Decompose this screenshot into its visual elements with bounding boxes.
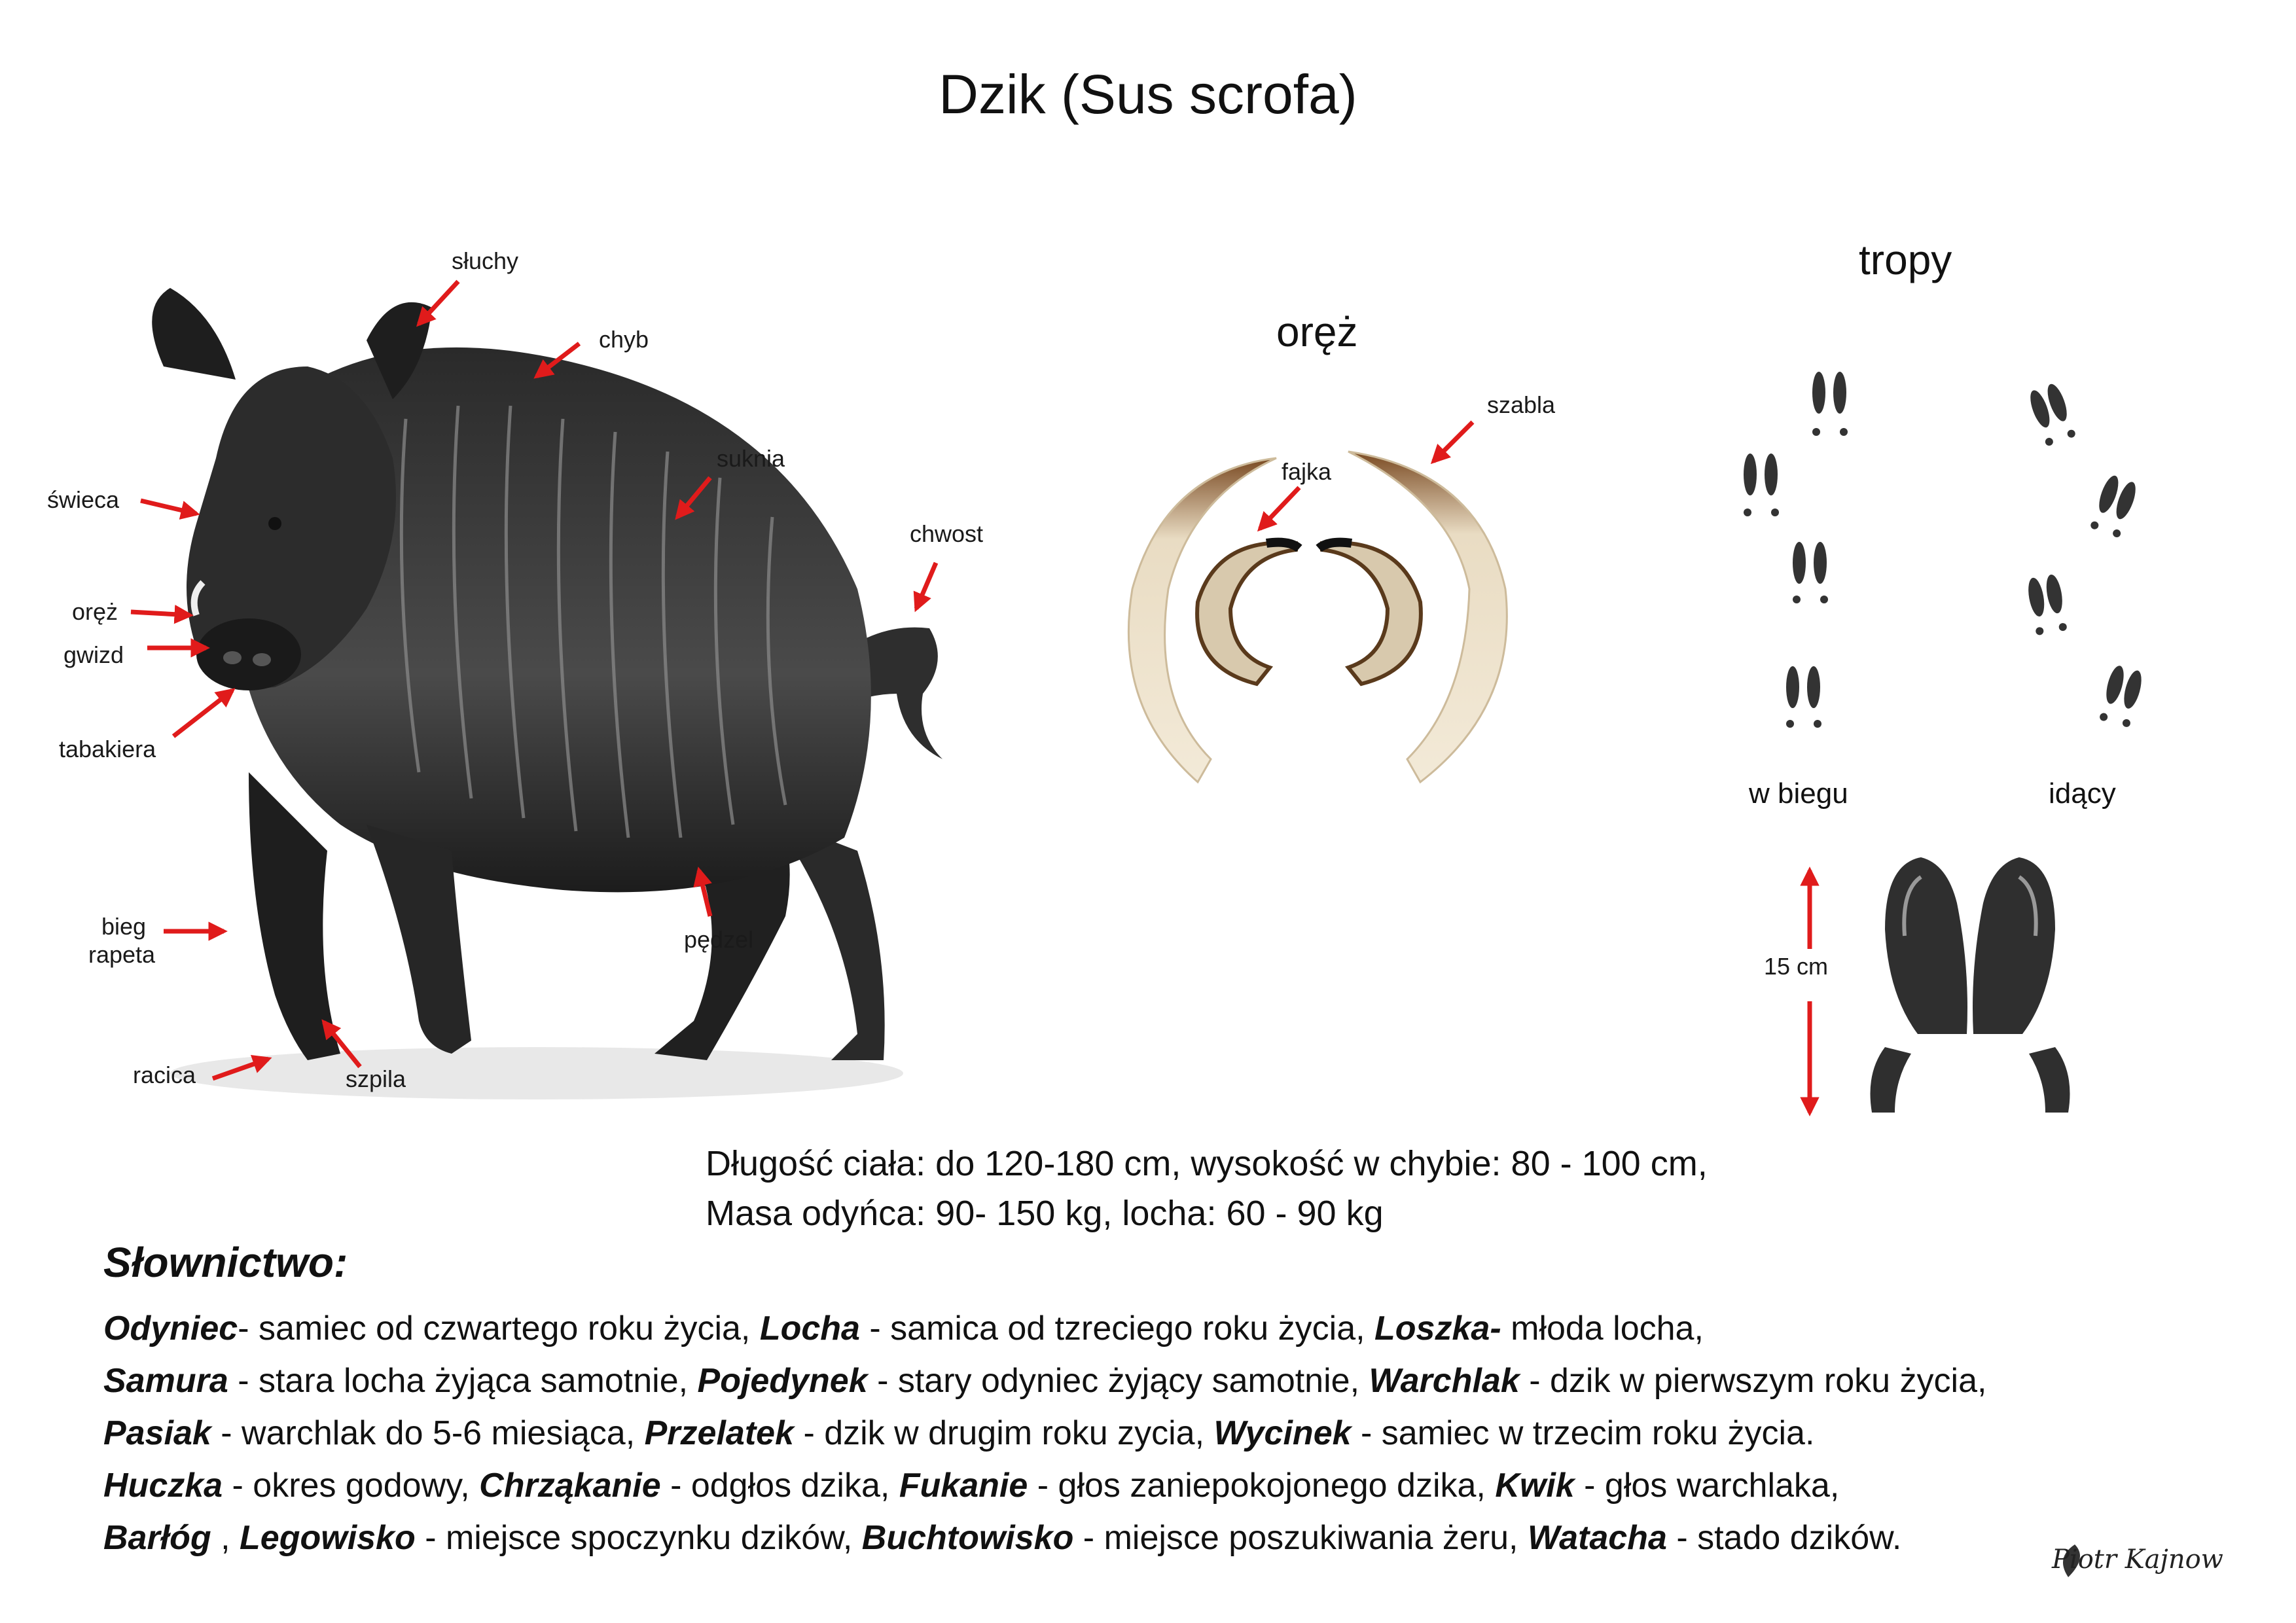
boar-illustration — [152, 288, 942, 1099]
label-swieca: świeca — [47, 486, 120, 513]
vocabulary-term: Barłóg — [103, 1519, 211, 1557]
label-fajka: fajka — [1282, 458, 1332, 485]
label-walking: idący — [2049, 777, 2116, 810]
label-suknia: suknia — [717, 445, 785, 472]
tracks-running — [1744, 372, 1848, 728]
vocabulary-term: Buchtowisko — [861, 1519, 1074, 1557]
label-running: w biegu — [1749, 777, 1848, 810]
vocabulary-term: Kwik — [1495, 1467, 1575, 1505]
label-szpila: szpila — [346, 1065, 406, 1092]
vocabulary-term: Watacha — [1527, 1519, 1667, 1557]
tusks-illustration — [1128, 452, 1507, 782]
vocabulary-term: Fukanie — [899, 1467, 1028, 1505]
label-rapeta: rapeta — [88, 941, 156, 968]
vocabulary-term: Wycinek — [1213, 1414, 1352, 1452]
body-measurements — [706, 1139, 1708, 1238]
vocabulary-term: Chrząkanie — [479, 1467, 661, 1505]
vocabulary-definition: - stara locha żyjąca samotnie, — [228, 1362, 698, 1400]
vocabulary-line — [103, 1407, 1986, 1459]
page-title: Dzik (Sus scrofa) — [939, 63, 1357, 125]
vocabulary-definition: - głos warchlaka, — [1574, 1467, 1840, 1505]
vocabulary-definition: młoda locha, — [1501, 1310, 1704, 1347]
vocabulary-line — [103, 1355, 1986, 1407]
vocabulary-heading: Słownictwo: — [103, 1239, 348, 1286]
label-racica: racica — [133, 1061, 196, 1088]
label-chyb: chyb — [599, 326, 649, 353]
vocabulary-definition: , — [211, 1519, 240, 1557]
vocabulary-term: Warchlak — [1369, 1362, 1520, 1400]
vocabulary-definition: - odgłos dzika, — [660, 1467, 899, 1505]
label-szabla: szabla — [1487, 391, 1556, 418]
vocabulary-line — [103, 1512, 1986, 1564]
vocabulary-term: Pojedynek — [697, 1362, 868, 1400]
vocabulary-term: Przelatek — [644, 1414, 794, 1452]
vocabulary-definition: - miejsce poszukiwania żeru, — [1073, 1519, 1528, 1557]
vocabulary-definition: - samiec od czwartego roku życia, — [238, 1310, 760, 1347]
vocabulary-definition: - okres godowy, — [223, 1467, 480, 1505]
vocabulary-definition: - warchlak do 5-6 miesiąca, — [211, 1414, 645, 1452]
vocabulary-term: Legowisko — [240, 1519, 416, 1557]
label-sluchy: słuchy — [452, 247, 519, 274]
vocabulary-definition: - stary odyniec żyjący samotnie, — [867, 1362, 1369, 1400]
vocabulary-definition: - miejsce spoczynku dzików, — [415, 1519, 862, 1557]
vocabulary-term: Loszka- — [1374, 1310, 1501, 1347]
vocabulary-term: Odyniec — [103, 1310, 238, 1347]
vocabulary-definition: - głos zaniepokojonego dzika, — [1028, 1467, 1496, 1505]
vocabulary-definition: - stado dzików. — [1666, 1519, 1902, 1557]
label-gwizd: gwizd — [63, 641, 124, 668]
label-chwost: chwost — [910, 520, 984, 547]
tracks-heading: tropy — [1859, 236, 1952, 283]
vocabulary-term: Samura — [103, 1362, 228, 1400]
vocabulary-definition: - dzik w pierwszym roku życia, — [1519, 1362, 1987, 1400]
tracks-walking — [2026, 382, 2145, 728]
signature: Piotr Kajnow — [2052, 1544, 2223, 1575]
label-orez: oręż — [72, 598, 118, 625]
info-line: Długość ciała: do 120-180 cm, wysokość w chybie: 80 - 100 cm, — [706, 1144, 1708, 1183]
vocabulary-definition: - samiec w trzecim roku życia. — [1351, 1414, 1815, 1452]
weapon-heading: oręż — [1276, 308, 1358, 355]
vocabulary-line — [103, 1459, 1986, 1512]
large-footprint — [1871, 857, 2070, 1113]
vocabulary-term: Huczka — [103, 1467, 223, 1505]
label-bieg: bieg — [101, 913, 147, 940]
info-line: Masa odyńca: 90- 150 kg, locha: 60 - 90 kg — [706, 1194, 1384, 1233]
vocabulary-definition: - dzik w drugim roku zycia, — [794, 1414, 1214, 1452]
vocabulary-term: Locha — [759, 1310, 860, 1347]
vocabulary-list — [103, 1302, 1986, 1564]
vocabulary-line — [103, 1302, 1986, 1355]
vocabulary-definition: - samica od tzreciego roku życia, — [859, 1310, 1375, 1347]
label-tabakiera: tabakiera — [59, 736, 156, 762]
label-pedzel: pędzel — [684, 926, 754, 953]
vocabulary-term: Pasiak — [103, 1414, 211, 1452]
label-size: 15 cm — [1764, 953, 1829, 980]
